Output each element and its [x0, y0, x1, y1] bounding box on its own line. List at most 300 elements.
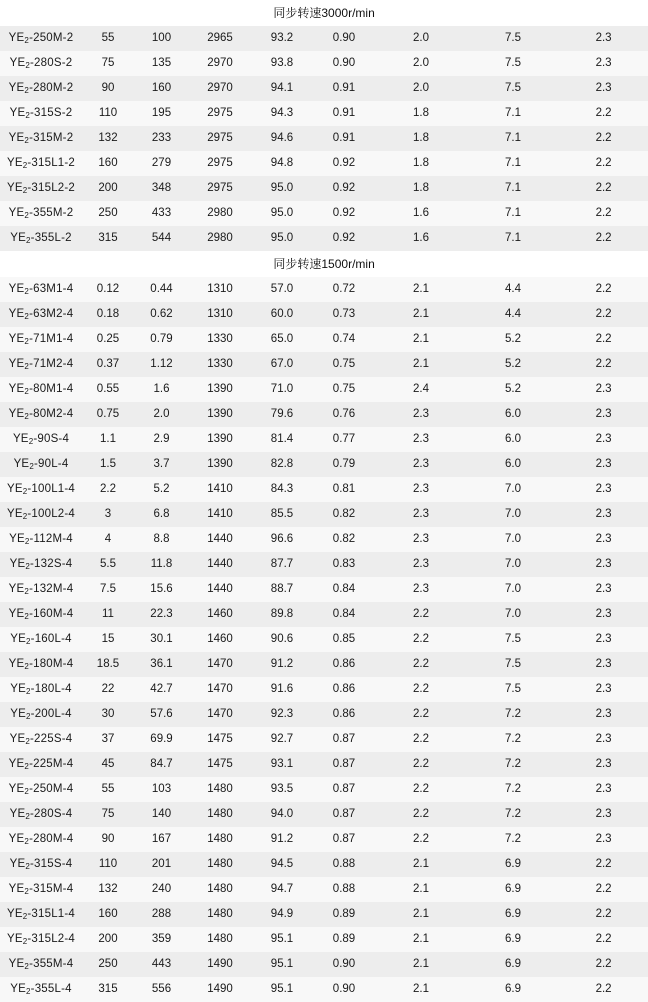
cell-speed_rpm: 1490	[189, 977, 251, 1002]
cell-power_kw: 90	[82, 76, 134, 101]
cell-max_torque_ratio: 2.3	[559, 402, 648, 427]
cell-efficiency: 94.7	[251, 877, 313, 902]
cell-current_a: 2.9	[134, 427, 189, 452]
cell-start_torque_ratio: 5.2	[467, 327, 559, 352]
cell-model: $YE_2-315M-2$	[0, 126, 82, 151]
cell-power_kw: 0.55	[82, 377, 134, 402]
table-row	[0, 877, 648, 902]
cell-start_current_ratio: 2.3	[375, 577, 467, 602]
cell-start_current_ratio: 2.2	[375, 627, 467, 652]
cell-power_factor: 0.81	[313, 477, 375, 502]
cell-start_torque_ratio: 7.5	[467, 652, 559, 677]
cell-max_torque_ratio: 2.3	[559, 602, 648, 627]
cell-start_torque_ratio: 7.0	[467, 477, 559, 502]
cell-model: $YE_2-250M-4$	[0, 777, 82, 802]
cell-start_torque_ratio: 7.0	[467, 577, 559, 602]
cell-max_torque_ratio: 2.3	[559, 677, 648, 702]
cell-power_kw: 0.75	[82, 402, 134, 427]
cell-power_kw: 0.37	[82, 352, 134, 377]
cell-speed_rpm: 2975	[189, 126, 251, 151]
cell-start_current_ratio: 2.3	[375, 502, 467, 527]
cell-start_current_ratio: 2.0	[375, 26, 467, 51]
cell-power_kw: 5.5	[82, 552, 134, 577]
cell-power_factor: 0.75	[313, 352, 375, 377]
cell-power_kw: 250	[82, 952, 134, 977]
cell-start_current_ratio: 2.2	[375, 752, 467, 777]
cell-max_torque_ratio: 2.3	[559, 502, 648, 527]
cell-start_current_ratio: 2.4	[375, 377, 467, 402]
cell-start_torque_ratio: 7.2	[467, 777, 559, 802]
cell-power_kw: 132	[82, 877, 134, 902]
cell-current_a: 1.12	[134, 352, 189, 377]
cell-max_torque_ratio: 2.3	[559, 377, 648, 402]
cell-efficiency: 91.2	[251, 652, 313, 677]
cell-speed_rpm: 1475	[189, 752, 251, 777]
cell-model: $YE_2-180M-4$	[0, 652, 82, 677]
cell-current_a: 433	[134, 201, 189, 226]
cell-power_kw: 22	[82, 677, 134, 702]
cell-power_factor: 0.79	[313, 452, 375, 477]
cell-start_current_ratio: 1.6	[375, 201, 467, 226]
table-row	[0, 852, 648, 877]
cell-model: $YE_2-250M-2$	[0, 26, 82, 51]
cell-current_a: 6.8	[134, 502, 189, 527]
cell-model: $YE_2-160M-4$	[0, 602, 82, 627]
cell-start_current_ratio: 1.8	[375, 126, 467, 151]
cell-start_torque_ratio: 7.1	[467, 201, 559, 226]
cell-max_torque_ratio: 2.2	[559, 927, 648, 952]
cell-start_torque_ratio: 7.2	[467, 752, 559, 777]
cell-start_torque_ratio: 6.0	[467, 427, 559, 452]
cell-power_kw: 1.1	[82, 427, 134, 452]
table-row	[0, 101, 648, 126]
cell-efficiency: 91.6	[251, 677, 313, 702]
cell-power_factor: 0.84	[313, 602, 375, 627]
cell-max_torque_ratio: 2.2	[559, 277, 648, 302]
cell-start_torque_ratio: 5.2	[467, 377, 559, 402]
section-header-row	[0, 0, 648, 26]
cell-power_kw: 3	[82, 502, 134, 527]
table-row	[0, 76, 648, 101]
cell-power_factor: 0.92	[313, 201, 375, 226]
cell-current_a: 135	[134, 51, 189, 76]
cell-model: $YE_2-100L1-4$	[0, 477, 82, 502]
cell-start_torque_ratio: 7.0	[467, 527, 559, 552]
table-row	[0, 402, 648, 427]
cell-power_kw: 1.5	[82, 452, 134, 477]
cell-power_kw: 200	[82, 927, 134, 952]
cell-model: $YE_2-200L-4$	[0, 702, 82, 727]
table-row	[0, 727, 648, 752]
cell-start_torque_ratio: 7.2	[467, 827, 559, 852]
table-row	[0, 552, 648, 577]
cell-model: $YE_2-280S-2$	[0, 51, 82, 76]
cell-start_torque_ratio: 7.5	[467, 51, 559, 76]
cell-efficiency: 95.0	[251, 176, 313, 201]
cell-power_factor: 0.82	[313, 527, 375, 552]
cell-current_a: 140	[134, 802, 189, 827]
cell-speed_rpm: 1390	[189, 402, 251, 427]
cell-power_factor: 0.91	[313, 126, 375, 151]
cell-power_factor: 0.90	[313, 977, 375, 1002]
cell-speed_rpm: 1480	[189, 777, 251, 802]
cell-power_factor: 0.89	[313, 927, 375, 952]
cell-current_a: 0.62	[134, 302, 189, 327]
cell-start_torque_ratio: 7.2	[467, 802, 559, 827]
cell-power_factor: 0.84	[313, 577, 375, 602]
cell-start_current_ratio: 2.2	[375, 602, 467, 627]
table-row	[0, 277, 648, 302]
cell-current_a: 348	[134, 176, 189, 201]
cell-start_current_ratio: 2.2	[375, 802, 467, 827]
cell-model: $YE_2-280M-2$	[0, 76, 82, 101]
table-row	[0, 352, 648, 377]
cell-efficiency: 94.5	[251, 852, 313, 877]
cell-start_current_ratio: 2.3	[375, 477, 467, 502]
cell-speed_rpm: 1330	[189, 352, 251, 377]
cell-start_torque_ratio: 7.5	[467, 26, 559, 51]
cell-power_factor: 0.90	[313, 952, 375, 977]
table-row	[0, 502, 648, 527]
table-row	[0, 902, 648, 927]
cell-model: $YE_2-355M-2$	[0, 201, 82, 226]
cell-power_factor: 0.86	[313, 652, 375, 677]
cell-speed_rpm: 1460	[189, 602, 251, 627]
cell-speed_rpm: 1330	[189, 327, 251, 352]
cell-speed_rpm: 1470	[189, 652, 251, 677]
cell-speed_rpm: 1440	[189, 552, 251, 577]
cell-start_torque_ratio: 6.9	[467, 852, 559, 877]
cell-power_factor: 0.91	[313, 101, 375, 126]
cell-efficiency: 60.0	[251, 302, 313, 327]
cell-max_torque_ratio: 2.3	[559, 777, 648, 802]
cell-model: $YE_2-63M1-4$	[0, 277, 82, 302]
cell-max_torque_ratio: 2.3	[559, 477, 648, 502]
cell-power_kw: 75	[82, 802, 134, 827]
cell-speed_rpm: 1480	[189, 877, 251, 902]
cell-efficiency: 95.1	[251, 927, 313, 952]
cell-speed_rpm: 1310	[189, 302, 251, 327]
cell-start_current_ratio: 2.1	[375, 977, 467, 1002]
cell-model: $YE_2-90S-4$	[0, 427, 82, 452]
cell-speed_rpm: 1490	[189, 952, 251, 977]
cell-max_torque_ratio: 2.3	[559, 577, 648, 602]
cell-model: $YE_2-315L1-4$	[0, 902, 82, 927]
cell-efficiency: 94.0	[251, 802, 313, 827]
cell-power_factor: 0.77	[313, 427, 375, 452]
cell-start_current_ratio: 2.1	[375, 877, 467, 902]
cell-max_torque_ratio: 2.2	[559, 977, 648, 1002]
table-row	[0, 427, 648, 452]
cell-max_torque_ratio: 2.2	[559, 352, 648, 377]
cell-power_kw: 4	[82, 527, 134, 552]
cell-power_factor: 0.87	[313, 827, 375, 852]
cell-model: $YE_2-90L-4$	[0, 452, 82, 477]
cell-current_a: 84.7	[134, 752, 189, 777]
cell-power_factor: 0.75	[313, 377, 375, 402]
cell-power_factor: 0.82	[313, 502, 375, 527]
cell-efficiency: 95.0	[251, 226, 313, 251]
cell-start_torque_ratio: 7.1	[467, 226, 559, 251]
section-header-row	[0, 251, 648, 277]
cell-model: $YE_2-315S-4$	[0, 852, 82, 877]
cell-power_kw: 200	[82, 176, 134, 201]
cell-start_current_ratio: 2.2	[375, 727, 467, 752]
cell-model: $YE_2-315L1-2$	[0, 151, 82, 176]
cell-efficiency: 93.1	[251, 752, 313, 777]
cell-current_a: 69.9	[134, 727, 189, 752]
cell-speed_rpm: 2970	[189, 76, 251, 101]
cell-max_torque_ratio: 2.2	[559, 902, 648, 927]
cell-model: $YE_2-315M-4$	[0, 877, 82, 902]
cell-model: $YE_2-80M2-4$	[0, 402, 82, 427]
cell-current_a: 57.6	[134, 702, 189, 727]
cell-start_current_ratio: 1.8	[375, 101, 467, 126]
cell-power_kw: 18.5	[82, 652, 134, 677]
cell-start_torque_ratio: 7.1	[467, 126, 559, 151]
cell-speed_rpm: 1410	[189, 477, 251, 502]
cell-efficiency: 67.0	[251, 352, 313, 377]
cell-start_current_ratio: 2.2	[375, 677, 467, 702]
cell-current_a: 240	[134, 877, 189, 902]
cell-max_torque_ratio: 2.3	[559, 627, 648, 652]
cell-power_kw: 55	[82, 777, 134, 802]
table-row	[0, 702, 648, 727]
cell-power_factor: 0.86	[313, 677, 375, 702]
cell-current_a: 288	[134, 902, 189, 927]
cell-start_torque_ratio: 7.1	[467, 176, 559, 201]
cell-start_current_ratio: 2.1	[375, 352, 467, 377]
cell-efficiency: 95.0	[251, 201, 313, 226]
cell-power_kw: 160	[82, 151, 134, 176]
cell-max_torque_ratio: 2.2	[559, 852, 648, 877]
table-row	[0, 527, 648, 552]
cell-power_kw: 55	[82, 26, 134, 51]
cell-model: $YE_2-355L-2$	[0, 226, 82, 251]
cell-power_factor: 0.74	[313, 327, 375, 352]
cell-power_kw: 0.25	[82, 327, 134, 352]
cell-current_a: 0.79	[134, 327, 189, 352]
cell-power_kw: 45	[82, 752, 134, 777]
cell-start_current_ratio: 2.1	[375, 277, 467, 302]
cell-speed_rpm: 1410	[189, 502, 251, 527]
cell-model: $YE_2-315L2-2$	[0, 176, 82, 201]
cell-efficiency: 93.5	[251, 777, 313, 802]
cell-current_a: 103	[134, 777, 189, 802]
cell-power_factor: 0.90	[313, 51, 375, 76]
cell-power_kw: 75	[82, 51, 134, 76]
cell-power_factor: 0.88	[313, 877, 375, 902]
cell-start_torque_ratio: 4.4	[467, 302, 559, 327]
cell-speed_rpm: 1480	[189, 902, 251, 927]
cell-power_kw: 7.5	[82, 577, 134, 602]
cell-max_torque_ratio: 2.3	[559, 26, 648, 51]
cell-start_current_ratio: 2.2	[375, 827, 467, 852]
section-title: 同步转速3000r/min	[0, 0, 648, 26]
cell-start_torque_ratio: 6.9	[467, 877, 559, 902]
cell-current_a: 22.3	[134, 602, 189, 627]
cell-power_factor: 0.92	[313, 151, 375, 176]
cell-max_torque_ratio: 2.3	[559, 727, 648, 752]
cell-efficiency: 96.6	[251, 527, 313, 552]
cell-power_kw: 110	[82, 101, 134, 126]
cell-speed_rpm: 1440	[189, 577, 251, 602]
cell-model: $YE_2-315S-2$	[0, 101, 82, 126]
cell-current_a: 42.7	[134, 677, 189, 702]
cell-speed_rpm: 1390	[189, 377, 251, 402]
cell-start_current_ratio: 2.3	[375, 452, 467, 477]
cell-efficiency: 65.0	[251, 327, 313, 352]
cell-start_current_ratio: 2.3	[375, 552, 467, 577]
table-row	[0, 327, 648, 352]
cell-start_current_ratio: 2.1	[375, 927, 467, 952]
cell-start_torque_ratio: 6.9	[467, 927, 559, 952]
cell-speed_rpm: 2975	[189, 101, 251, 126]
cell-speed_rpm: 1470	[189, 702, 251, 727]
cell-efficiency: 92.3	[251, 702, 313, 727]
cell-max_torque_ratio: 2.3	[559, 527, 648, 552]
cell-max_torque_ratio: 2.2	[559, 101, 648, 126]
table-row	[0, 602, 648, 627]
cell-start_torque_ratio: 7.1	[467, 101, 559, 126]
table-row	[0, 176, 648, 201]
cell-speed_rpm: 2980	[189, 226, 251, 251]
cell-current_a: 1.6	[134, 377, 189, 402]
cell-efficiency: 87.7	[251, 552, 313, 577]
cell-power_kw: 15	[82, 627, 134, 652]
cell-current_a: 556	[134, 977, 189, 1002]
table-row	[0, 627, 648, 652]
cell-current_a: 11.8	[134, 552, 189, 577]
cell-model: $YE_2-80M1-4$	[0, 377, 82, 402]
cell-efficiency: 95.1	[251, 977, 313, 1002]
cell-start_current_ratio: 1.6	[375, 226, 467, 251]
cell-speed_rpm: 1390	[189, 427, 251, 452]
cell-start_torque_ratio: 4.4	[467, 277, 559, 302]
cell-start_current_ratio: 2.3	[375, 427, 467, 452]
cell-current_a: 30.1	[134, 627, 189, 652]
cell-max_torque_ratio: 2.3	[559, 452, 648, 477]
cell-power_kw: 2.2	[82, 477, 134, 502]
cell-model: $YE_2-71M1-4$	[0, 327, 82, 352]
cell-power_factor: 0.92	[313, 176, 375, 201]
cell-speed_rpm: 1440	[189, 527, 251, 552]
table-row	[0, 802, 648, 827]
cell-speed_rpm: 2975	[189, 151, 251, 176]
cell-max_torque_ratio: 2.2	[559, 201, 648, 226]
table-row	[0, 977, 648, 1002]
cell-current_a: 0.44	[134, 277, 189, 302]
table-row	[0, 677, 648, 702]
cell-current_a: 36.1	[134, 652, 189, 677]
cell-speed_rpm: 1475	[189, 727, 251, 752]
cell-efficiency: 71.0	[251, 377, 313, 402]
cell-efficiency: 95.1	[251, 952, 313, 977]
cell-speed_rpm: 1480	[189, 852, 251, 877]
cell-max_torque_ratio: 2.2	[559, 327, 648, 352]
cell-current_a: 160	[134, 76, 189, 101]
cell-model: $YE_2-132M-4$	[0, 577, 82, 602]
cell-efficiency: 94.6	[251, 126, 313, 151]
cell-power_kw: 90	[82, 827, 134, 852]
cell-start_torque_ratio: 7.5	[467, 677, 559, 702]
cell-start_current_ratio: 2.1	[375, 302, 467, 327]
cell-start_current_ratio: 2.2	[375, 777, 467, 802]
cell-efficiency: 94.8	[251, 151, 313, 176]
cell-efficiency: 90.6	[251, 627, 313, 652]
cell-current_a: 100	[134, 26, 189, 51]
cell-start_torque_ratio: 5.2	[467, 352, 559, 377]
cell-start_torque_ratio: 7.0	[467, 502, 559, 527]
cell-speed_rpm: 1480	[189, 827, 251, 852]
cell-max_torque_ratio: 2.3	[559, 552, 648, 577]
cell-power_factor: 0.76	[313, 402, 375, 427]
cell-power_factor: 0.73	[313, 302, 375, 327]
cell-start_current_ratio: 2.3	[375, 402, 467, 427]
cell-efficiency: 91.2	[251, 827, 313, 852]
cell-max_torque_ratio: 2.3	[559, 752, 648, 777]
cell-power_kw: 315	[82, 977, 134, 1002]
cell-start_current_ratio: 2.0	[375, 76, 467, 101]
cell-start_current_ratio: 2.1	[375, 902, 467, 927]
cell-max_torque_ratio: 2.3	[559, 702, 648, 727]
cell-max_torque_ratio: 2.3	[559, 652, 648, 677]
cell-model: $YE_2-160L-4$	[0, 627, 82, 652]
cell-efficiency: 88.7	[251, 577, 313, 602]
table-row	[0, 26, 648, 51]
cell-start_current_ratio: 2.1	[375, 952, 467, 977]
cell-model: $YE_2-280S-4$	[0, 802, 82, 827]
cell-power_kw: 11	[82, 602, 134, 627]
cell-current_a: 443	[134, 952, 189, 977]
cell-start_torque_ratio: 7.5	[467, 76, 559, 101]
cell-max_torque_ratio: 2.2	[559, 302, 648, 327]
cell-max_torque_ratio: 2.2	[559, 126, 648, 151]
cell-model: $YE_2-71M2-4$	[0, 352, 82, 377]
cell-start_torque_ratio: 6.0	[467, 402, 559, 427]
cell-start_current_ratio: 1.8	[375, 176, 467, 201]
table-row	[0, 477, 648, 502]
cell-speed_rpm: 1460	[189, 627, 251, 652]
table-row	[0, 51, 648, 76]
cell-current_a: 233	[134, 126, 189, 151]
cell-power_factor: 0.83	[313, 552, 375, 577]
cell-model: $YE_2-355L-4$	[0, 977, 82, 1002]
cell-speed_rpm: 2965	[189, 26, 251, 51]
cell-power_factor: 0.72	[313, 277, 375, 302]
cell-current_a: 3.7	[134, 452, 189, 477]
cell-start_current_ratio: 2.2	[375, 702, 467, 727]
cell-efficiency: 92.7	[251, 727, 313, 752]
cell-power_kw: 315	[82, 226, 134, 251]
cell-start_torque_ratio: 7.0	[467, 602, 559, 627]
cell-start_torque_ratio: 7.0	[467, 552, 559, 577]
cell-max_torque_ratio: 2.3	[559, 827, 648, 852]
cell-power_factor: 0.87	[313, 752, 375, 777]
cell-efficiency: 93.8	[251, 51, 313, 76]
cell-current_a: 15.6	[134, 577, 189, 602]
cell-max_torque_ratio: 2.3	[559, 802, 648, 827]
cell-max_torque_ratio: 2.3	[559, 427, 648, 452]
cell-efficiency: 81.4	[251, 427, 313, 452]
cell-model: $YE_2-280M-4$	[0, 827, 82, 852]
cell-power_factor: 0.91	[313, 76, 375, 101]
cell-start_torque_ratio: 6.0	[467, 452, 559, 477]
cell-efficiency: 94.3	[251, 101, 313, 126]
cell-efficiency: 89.8	[251, 602, 313, 627]
cell-start_current_ratio: 2.3	[375, 527, 467, 552]
table-row	[0, 952, 648, 977]
